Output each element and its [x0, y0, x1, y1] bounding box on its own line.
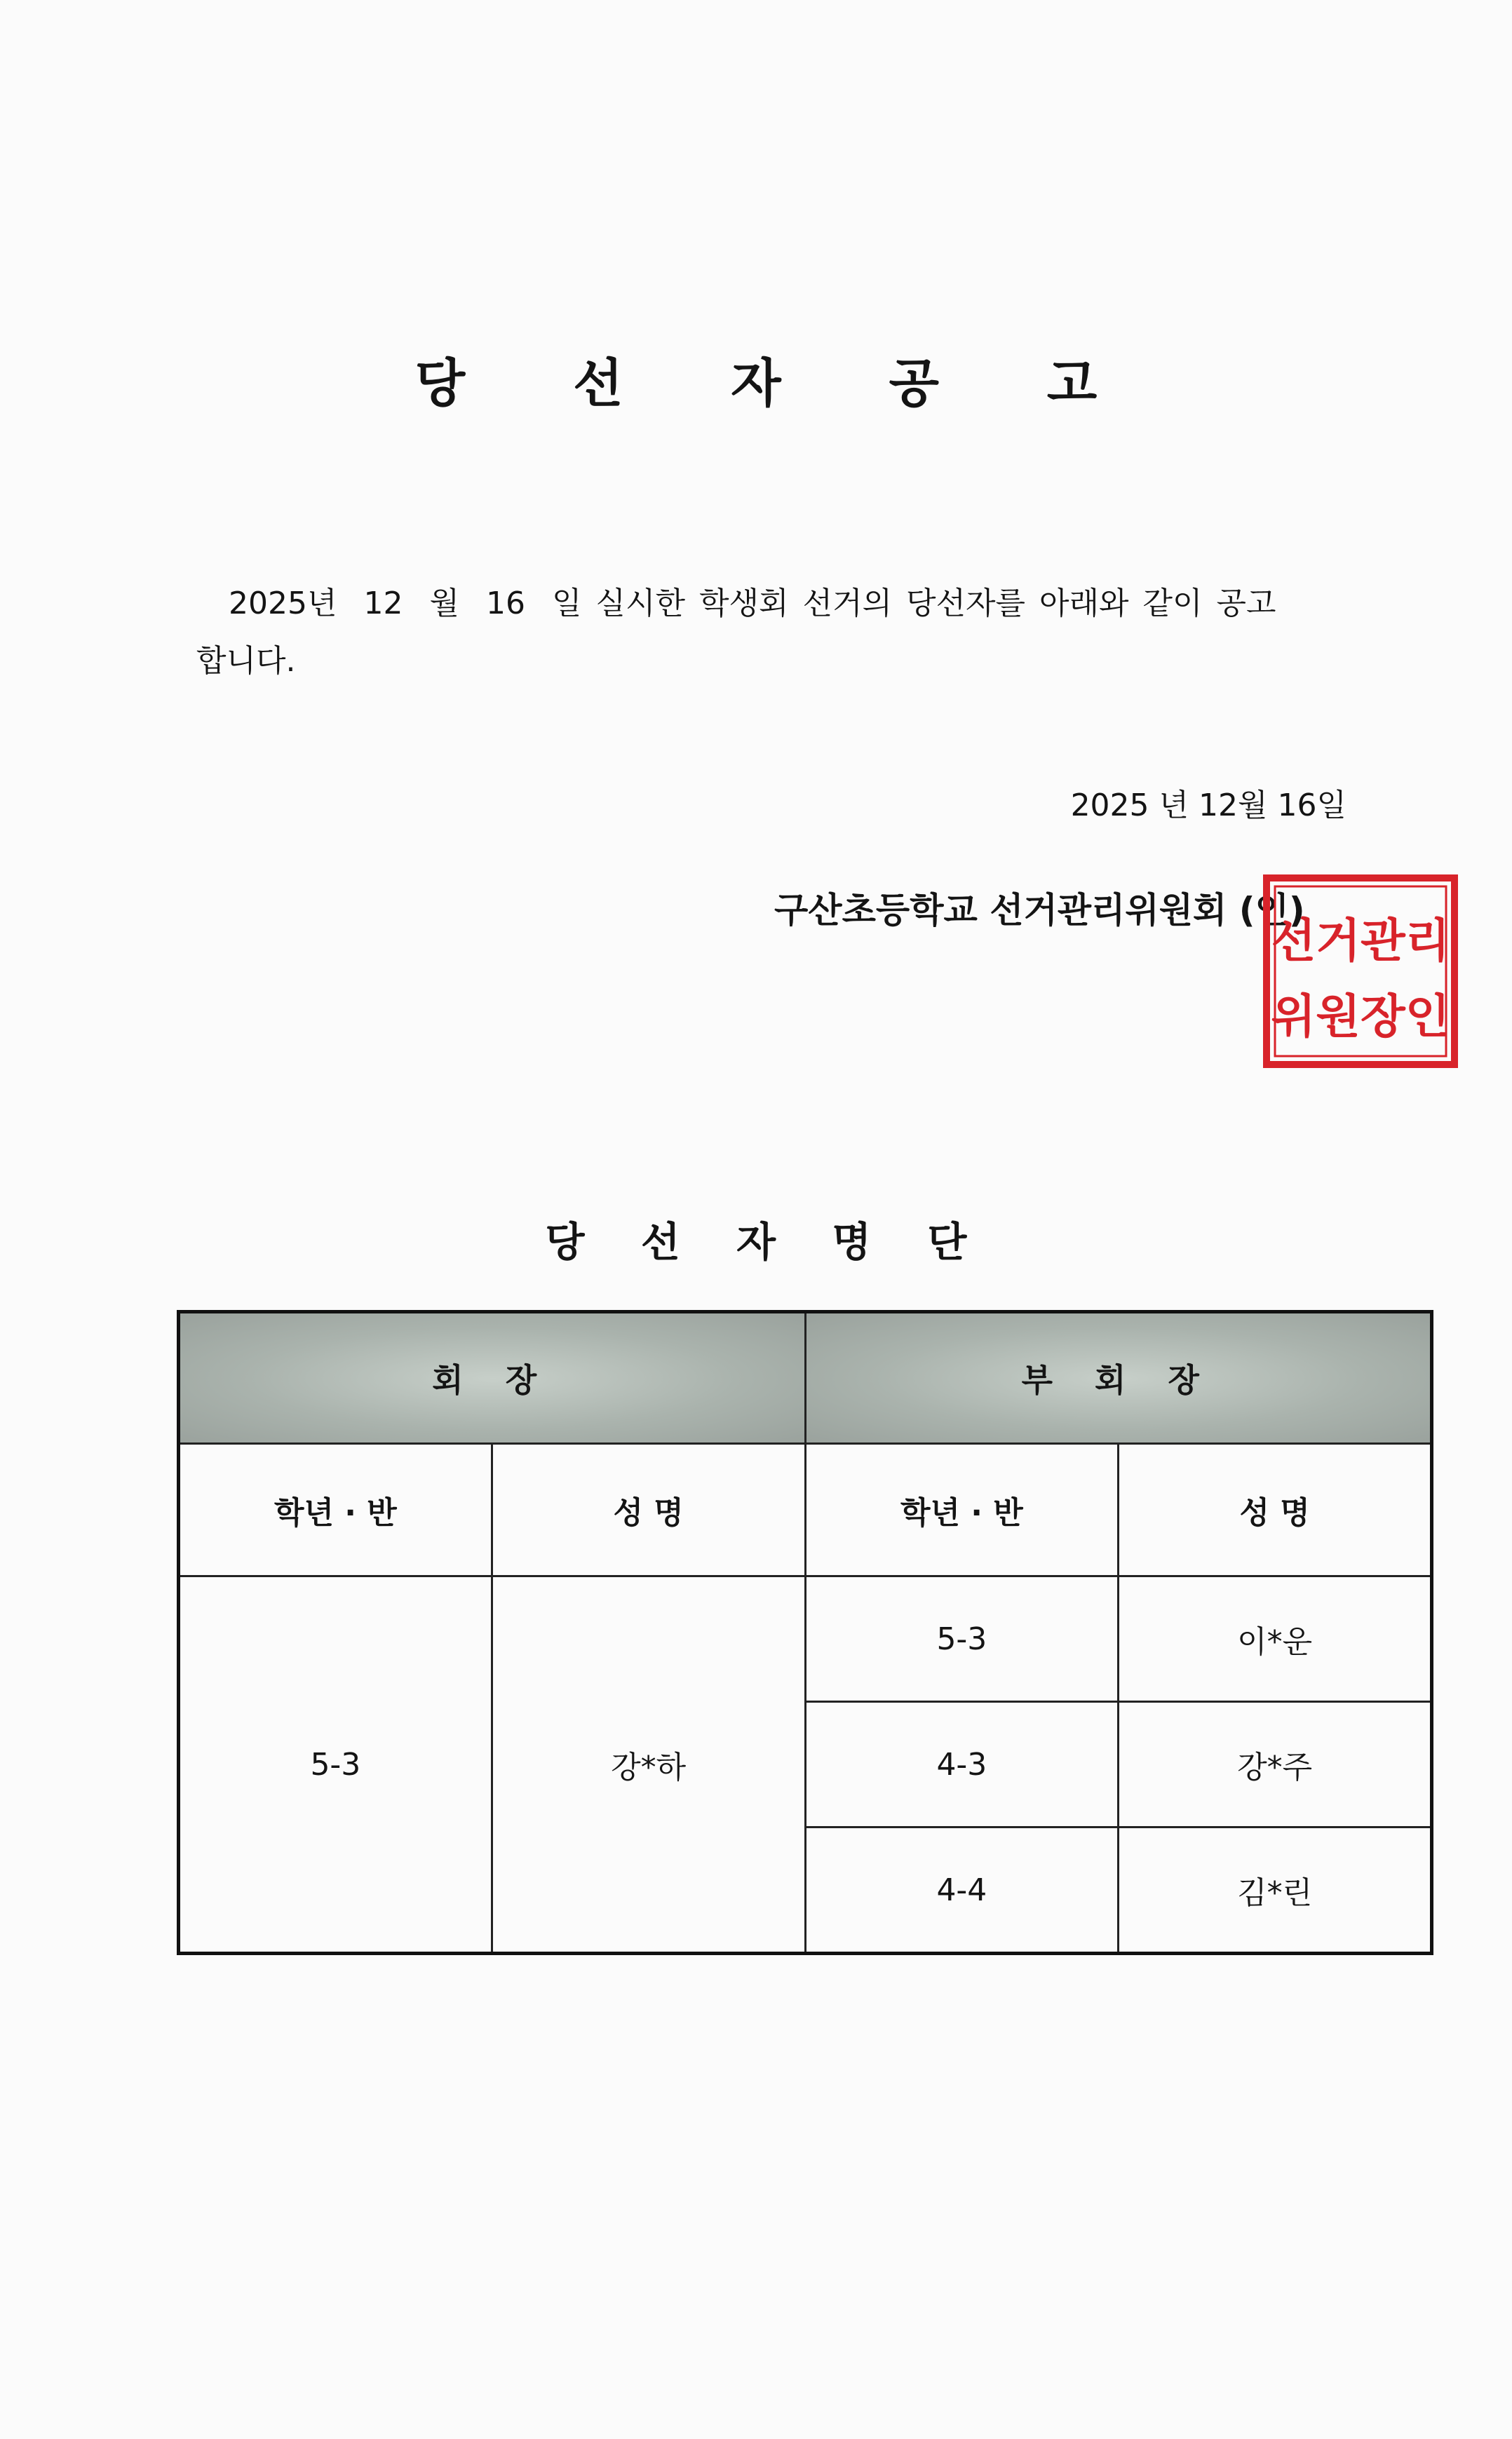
body-text-line2: 합니다.	[196, 643, 296, 679]
column-name: 성 명	[492, 1444, 805, 1576]
vice-president-header: 부 회 장	[805, 1312, 1432, 1444]
body-month: 12	[363, 586, 403, 621]
column-class: 학년 · 반	[805, 1444, 1119, 1576]
official-seal-icon	[1262, 874, 1459, 1069]
vice-class: 5-3	[805, 1576, 1119, 1702]
winners-table	[177, 1310, 1433, 1955]
body-year: 2025년	[229, 586, 337, 621]
president-header: 회 장	[179, 1312, 806, 1444]
announcement-date: 2025 년 12월 16일	[1070, 788, 1346, 823]
vice-name: 김*린	[1119, 1827, 1432, 1954]
column-class: 학년 · 반	[179, 1444, 492, 1576]
body-day: 16	[486, 586, 525, 621]
seal-text-bottom: 위원장인	[1271, 989, 1450, 1043]
vice-class: 4-4	[805, 1827, 1119, 1954]
announcement-body	[196, 575, 1346, 690]
president-class: 5-3	[179, 1576, 492, 1954]
table-column-row	[179, 1444, 1432, 1576]
winners-list-title: 당 선 자 명 단	[545, 1218, 988, 1266]
seal-text-top: 선거관리	[1271, 914, 1450, 968]
president-name: 강*하	[492, 1576, 805, 1954]
table-header-row	[179, 1312, 1432, 1444]
vice-name: 강*주	[1119, 1702, 1432, 1827]
vice-class: 4-3	[805, 1702, 1119, 1827]
committee-name: 구산초등학교 선거관리위원회 (인)	[774, 890, 1305, 931]
body-month-unit: 월	[429, 586, 459, 621]
document-title: 당 선 자 공 고	[414, 353, 1142, 414]
body-day-unit: 일	[552, 586, 582, 621]
table-row	[179, 1576, 1432, 1702]
column-name: 성 명	[1119, 1444, 1432, 1576]
body-text-rest: 실시한 학생회 선거의 당선자를 아래와 같이 공고	[595, 586, 1276, 621]
vice-name: 이*운	[1119, 1576, 1432, 1702]
